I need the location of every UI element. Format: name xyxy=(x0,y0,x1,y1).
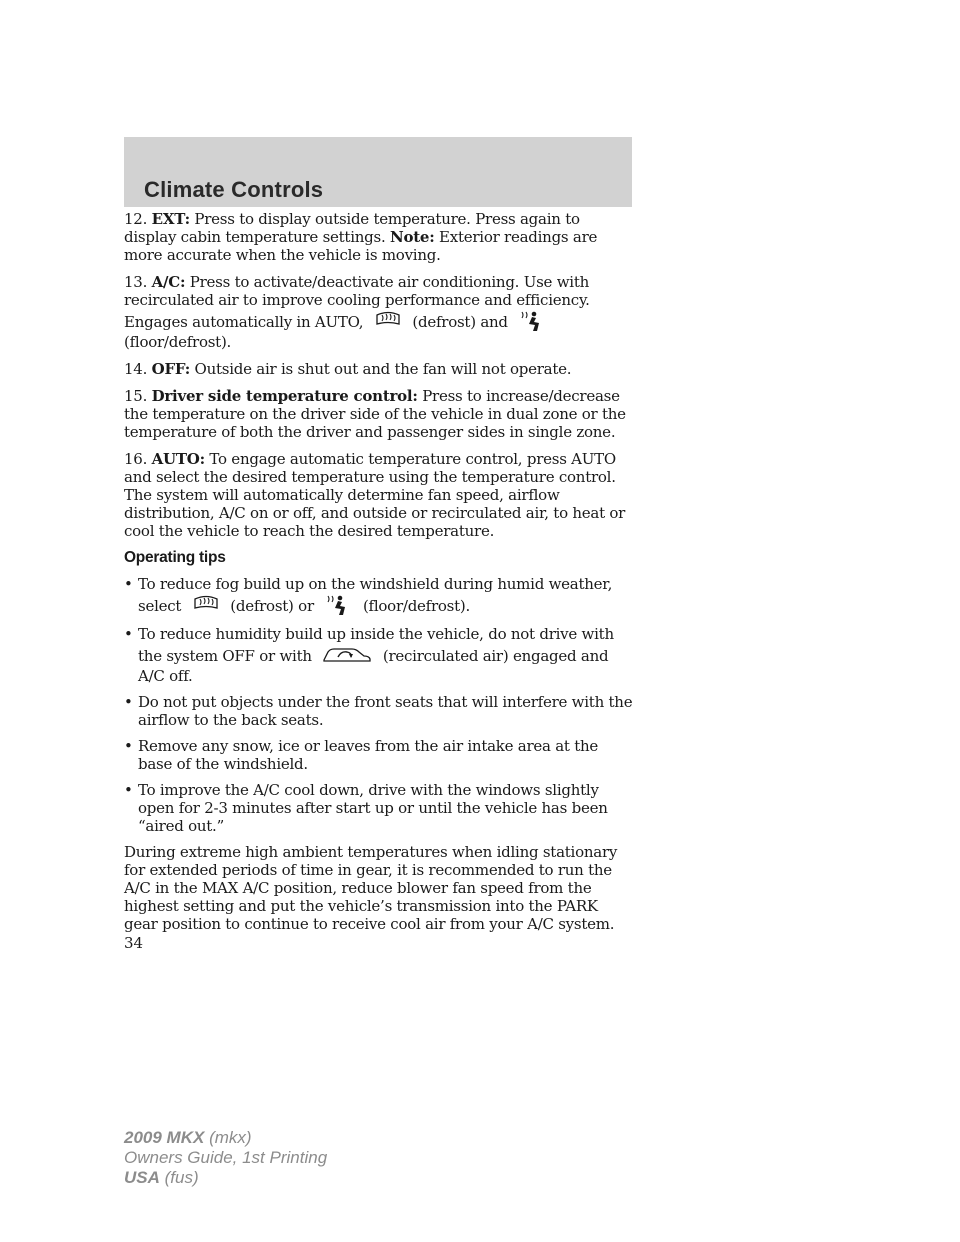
list-item xyxy=(124,625,634,685)
item-16 xyxy=(124,450,634,540)
tip-text: Remove any snow, ice or leaves from the air intake area at the base of the windshield. xyxy=(138,737,599,773)
defrost-icon xyxy=(188,593,224,617)
item-number: 14. xyxy=(124,360,148,378)
note-label: Note: xyxy=(390,228,435,246)
item-text: Outside air is shut out and the fan will not operate. xyxy=(194,360,572,378)
list-item xyxy=(124,693,634,729)
footer-market: USA xyxy=(124,1168,160,1187)
operating-tips-list xyxy=(124,575,634,835)
tip-text: Do not put objects under the front seats that will interfere with the airflow to the back seats. xyxy=(138,693,633,729)
bullet: • xyxy=(124,625,133,643)
floor-defrost-icon xyxy=(514,309,550,333)
item-text: Press to display outside temperature. Press again to display cabin temperature settings. xyxy=(124,210,580,246)
item-text: To engage automatic temperature control, press AUTO and select the desired temperature using the temperature control. The system will automatically determine fan speed, airflow distribution, A/C on or off, and outside or recirculated air, to heat or cool the vehicle to reach the desired temperature. xyxy=(124,450,626,540)
footer-line-2: Owners Guide, 1st Printing xyxy=(124,1148,328,1167)
section-header-band xyxy=(124,137,632,207)
tip-text: To improve the A/C cool down, drive with the windows slightly open for 2-3 minutes after start up or until the vehicle has been “aired out.” xyxy=(138,781,608,835)
closing-paragraph: During extreme high ambient temperatures when idling stationary for extended periods of time in gear, it is recommended to run the A/C in the MAX A/C position, reduce blower fan speed from the highest setting and put the vehicle’s transmission into the PARK gear position to continue to receive cool air from your A/C system. xyxy=(124,843,618,933)
item-text-floor: (floor/defrost). xyxy=(124,333,232,351)
footer xyxy=(124,1128,327,1188)
tip-text: To reduce humidity build up inside the vehicle, do not drive with the system OFF or with xyxy=(138,625,614,665)
list-item xyxy=(124,575,634,617)
footer-line-3 xyxy=(124,1168,327,1188)
item-label: A/C: xyxy=(151,273,186,291)
item-label: AUTO: xyxy=(151,450,205,468)
item-12 xyxy=(124,210,634,264)
item-13 xyxy=(124,273,634,351)
bullet: • xyxy=(124,781,133,799)
item-text: Press to activate/deactivate air conditioning. Use with recirculated air to improve cooling performance and efficiency. Engages automatically in AUTO, xyxy=(124,273,590,331)
page-content xyxy=(124,210,634,942)
recirculated-air-icon xyxy=(318,643,376,667)
item-number: 12. xyxy=(124,210,148,228)
footer-model-code: (mkx) xyxy=(209,1128,252,1147)
item-text-defrost: (defrost) and xyxy=(412,313,508,331)
item-number: 13. xyxy=(124,273,148,291)
item-text: Press to increase/decrease the temperature on the driver side of the vehicle in dual zone or the temperature of both the driver and passenger sides in single zone. xyxy=(124,387,626,441)
tip-text: (floor/defrost). xyxy=(362,597,471,615)
item-14 xyxy=(124,360,634,378)
tip-text: (recirculated air) engaged and A/C off. xyxy=(138,647,609,685)
page-number: 34 xyxy=(124,934,144,952)
footer-line-1 xyxy=(124,1128,327,1148)
footer-market-code: (fus) xyxy=(164,1168,199,1187)
bullet: • xyxy=(124,737,133,755)
bullet: • xyxy=(124,575,133,593)
section-title: Climate Controls xyxy=(144,177,324,202)
list-item xyxy=(124,781,634,835)
tip-text: To reduce fog build up on the windshield during humid weather, select xyxy=(138,575,613,615)
tip-text: (defrost) or xyxy=(230,597,314,615)
item-15 xyxy=(124,387,634,441)
item-label: Driver side temperature control: xyxy=(151,387,418,405)
item-number: 16. xyxy=(124,450,148,468)
footer-model: 2009 MKX xyxy=(124,1128,205,1147)
note-text: Exterior readings are more accurate when the vehicle is moving. xyxy=(124,228,598,264)
bullet: • xyxy=(124,693,133,711)
list-item xyxy=(124,737,634,773)
item-number: 15. xyxy=(124,387,148,405)
item-label: EXT: xyxy=(151,210,190,228)
operating-tips-heading: Operating tips xyxy=(124,549,226,566)
item-label: OFF: xyxy=(151,360,191,378)
floor-defrost-icon xyxy=(320,593,356,617)
defrost-icon xyxy=(370,309,406,333)
